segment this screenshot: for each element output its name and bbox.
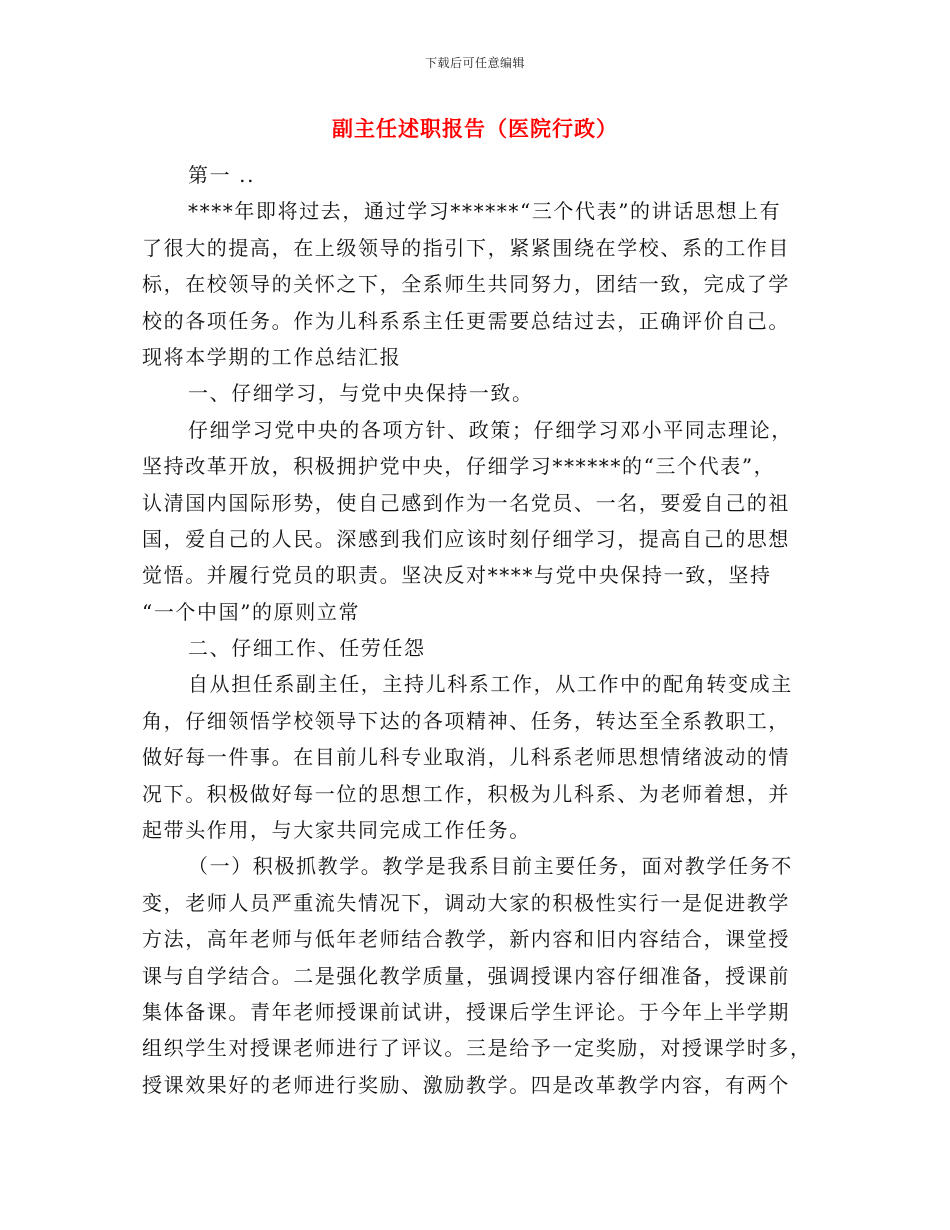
section-heading: 二、仔细工作、任劳任怨: [188, 636, 426, 661]
body-line: 觉悟。并履行党员的职责。坚决反对****与党中央保持一致，坚持: [142, 563, 772, 588]
body-line: 角，仔细领悟学校领导下达的各项精神、任务，转达至全系教职工，: [142, 708, 790, 733]
body-line: 组织学生对授课老师进行了评议。三是给予一定奖励，对授课学时多，: [142, 1036, 812, 1061]
body-line: 做好每一件事。在目前儿科专业取消，儿科系老师思想情绪波动的情: [142, 745, 790, 770]
body-line: 仔细学习党中央的各项方针、政策；仔细学习邓小平同志理论，: [188, 417, 793, 442]
body-line: 第一 ..: [188, 163, 256, 187]
body-line: 授课效果好的老师进行奖励、激励教学。四是改革教学内容，有两个: [142, 1072, 790, 1097]
body-line: “一个中国”的原则立常: [142, 599, 361, 624]
body-line: 方法，高年老师与低年老师结合教学，新内容和旧内容结合，课堂授: [142, 927, 790, 952]
body-line: ****年即将过去，通过学习******“三个代表”的讲话思想上有: [188, 199, 782, 224]
header-note: 下载后可任意编辑: [424, 56, 525, 70]
body-line: 变，老师人员严重流失情况下，调动大家的积极性实行一是促进教学: [142, 890, 790, 915]
section-heading: 一、仔细学习，与党中央保持一致。: [188, 381, 534, 406]
body-line: 集体备课。青年老师授课前试讲，授课后学生评论。于今年上半学期: [142, 999, 790, 1024]
body-line: 况下。积极做好每一位的思想工作，积极为儿科系、为老师着想，并: [142, 781, 790, 806]
body-line: 课与自学结合。二是强化教学质量，强调授课内容仔细准备，授课前: [142, 963, 790, 988]
body-line: 自从担任系副主任，主持儿科系工作，从工作中的配角转变成主: [188, 672, 793, 697]
body-line: 国，爱自己的人民。深感到我们应该时刻仔细学习，提高自己的思想: [142, 526, 790, 551]
body-line: 现将本学期的工作总结汇报: [142, 344, 402, 369]
body-line: 坚持改革开放，积极拥护党中央，仔细学习******的“三个代表”，: [142, 454, 776, 479]
body-line: 校的各项任务。作为儿科系系主任更需要总结过去，正确评价自己。: [142, 308, 790, 333]
body-line: 认清国内国际形势，使自己感到作为一名党员、一名，要爱自己的祖: [142, 490, 790, 515]
body-line: 标，在校领导的关怀之下，全系师生共同努力，团结一致，完成了学: [142, 272, 790, 297]
body-line: 起带头作用，与大家共同完成工作任务。: [142, 818, 531, 843]
document-title: 副主任述职报告（医院行政）: [332, 116, 618, 141]
document-body: [142, 157, 812, 1103]
body-line: （一）积极抓教学。教学是我系目前主要任务，面对教学任务不: [188, 854, 793, 879]
body-line: 了很大的提高，在上级领导的指引下，紧紧围绕在学校、系的工作目: [142, 235, 790, 260]
